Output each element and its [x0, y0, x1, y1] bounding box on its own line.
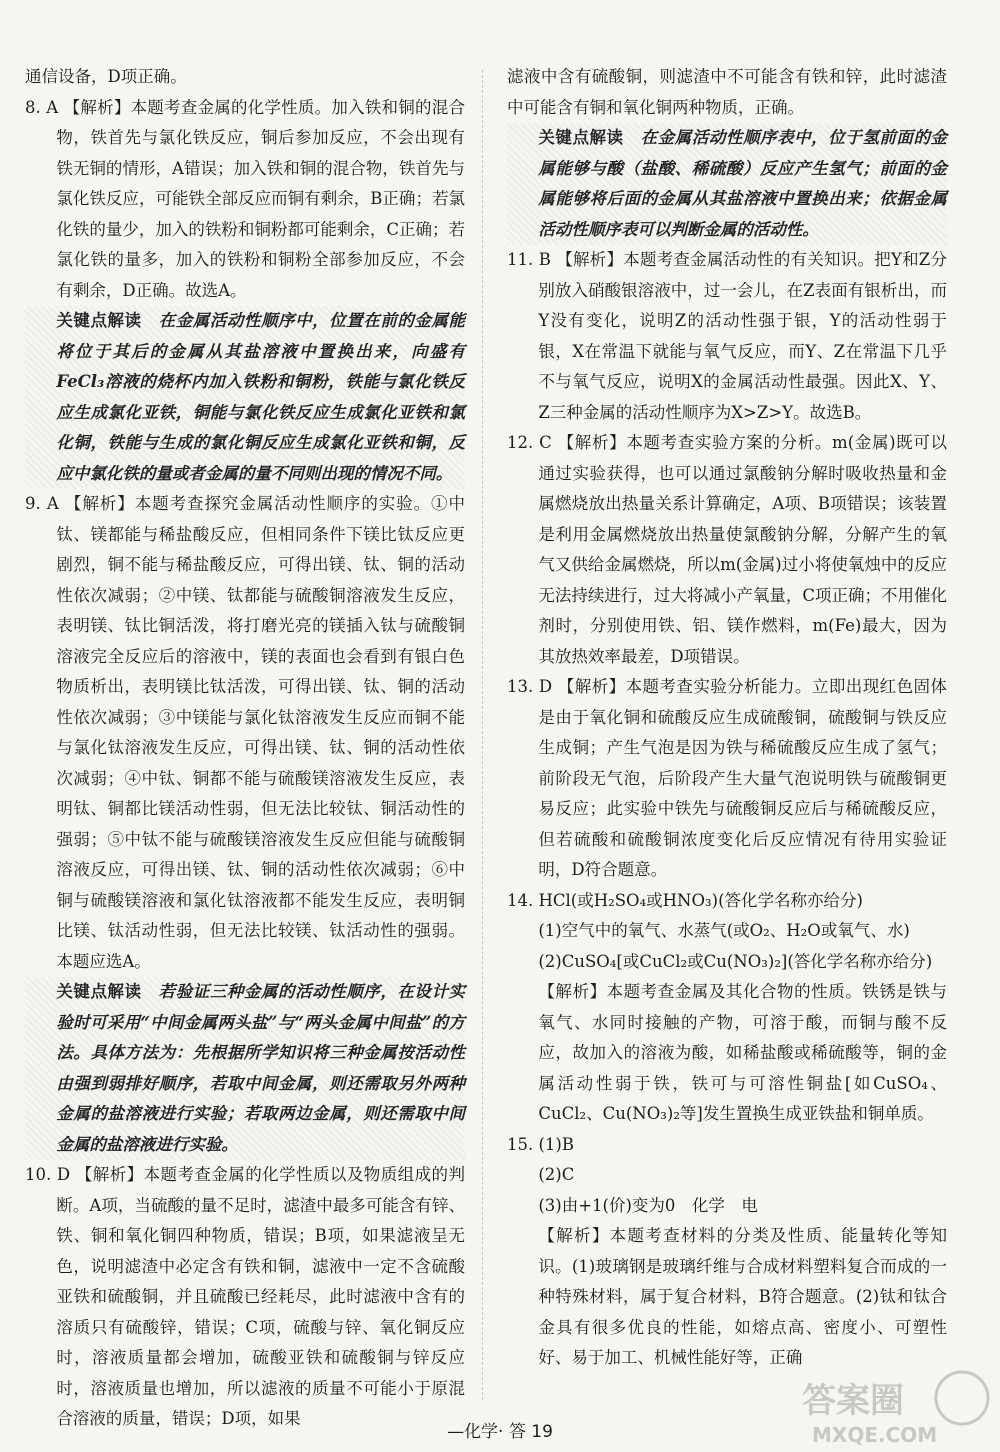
footer-page-number: 答 19	[508, 1422, 553, 1442]
key-text: 在金属活动性顺序中，位置在前的金属能将位于其后的金属从其盐溶液中置换出来，向盛有FeCl₃溶液的烧杯内加入铁粉和铜粉，铁能与氯化铁反应生成氯化亚铁，铜能与氯化铁反应生成氯化亚铁和氯化铜，铁能与生成的氯化铜反应生成氯化亚铁和铜，反应中氯化铁的量或者金属的量不同则出现的情况不同。	[56, 311, 466, 483]
key-text: 若验证三种金属的活动性顺序，在设计实验时可采用“中间金属两头盐”与“两头金属中间盐”的方法。具体方法为：先根据所学知识将三种金属按活动性由强到弱排好顺序，若取中间金属，则还需取另外两种金属的盐溶液进行实验；若取两边金属，则还需取中间金属的盐溶液进行实验。	[56, 982, 466, 1154]
paragraph: 通信设备，D项正确。	[25, 67, 187, 86]
key-point-9	[25, 977, 465, 1160]
key-point-10	[507, 123, 947, 245]
answer-14-part-2: (2)CuSO₄[或CuCl₂或Cu(NO₃)₂](答化学名称亦给分)	[538, 951, 933, 971]
answer-14: 14. HCl(或H₂SO₄或HNO₃)(答化学名称亦给分)	[507, 890, 863, 910]
answer-10: 10. D 【解析】本题考查金属的化学性质以及物质组成的判断。A项，当硫酸的量不足时，滤渣中最多可能含有锌、铁、铜和氧化铜四种物质，错误；B项，如果滤液呈无色，说明滤渣中必定含有铁和铜，滤液中一定不含硫酸亚铁和硫酸铜，并且硫酸已经耗尽，此时滤液中含有的溶质只有硫酸锌，错误；C项，硫酸与锌、氧化铜反应时，溶液质量都会增加，硫酸亚铁和硫酸铜与锌反应时，溶液质量也增加，所以滤液的质量不可能小于原混合溶液的质量，错误；D项，如果	[25, 1165, 465, 1428]
key-label: 关键点解读	[538, 128, 624, 147]
answer-8: 8. A 【解析】本题考查金属的化学性质。加入铁和铜的混合物，铁首先与氯化铁反应，铜后参加反应，不会出现有铁无铜的情形，A错误；加入铁和铜的混合物，铁首先与氯化铁反应，可能铁全部反应而铜有剩余，B正确；若氯化铁的量少，加入的铁粉和铜粉都可能剩余，C正确；若氯化铁的量多，加入的铁粉和铜粉全部参加反应，不会有剩余，D正确。故选A。	[25, 97, 465, 300]
key-text: 在金属活动性顺序表中，位于氢前面的金属能够与酸（盐酸、稀硫酸）反应产生氢气；前面的金属能够将后面的金属从其盐溶液中置换出来；依据金属活动性顺序表可以判断金属的活动性。	[538, 128, 948, 239]
watermark-url: MXQE.COM	[812, 1423, 938, 1447]
left-column	[25, 62, 465, 1435]
key-label: 关键点解读	[56, 982, 142, 1001]
column-divider	[482, 70, 483, 1400]
answer-15-part-3: (3)由+1(价)变为0 化学 电	[538, 1195, 758, 1215]
footer-subject: —化学·	[447, 1422, 504, 1442]
answer-11: 11. B 【解析】本题考查金属活动性的有关知识。把Y和Z分别放入硝酸银溶液中，过一会儿，在Z表面有银析出，而Y没有变化，说明Z的活动性强于银，Y的活动性弱于银，X在常温下就能与氧气反应，而Y、Z在常温下几乎不与氧气反应，说明X的金属活动性最强。因此X、Y、Z三种金属的活动性顺序为X>Z>Y。故选B。	[507, 250, 947, 422]
answer-9: 9. A 【解析】本题考查探究金属活动性顺序的实验。①中钛、镁都能与稀盐酸反应，但相同条件下镁比钛反应更剧烈，铜不能与稀盐酸反应，可得出镁、钛、铜的活动性依次减弱；②中镁、钛都能与硫酸铜溶液发生反应，表明镁、钛比铜活泼，将打磨光亮的镁插入钛与硫酸铜溶液完全反应后的溶液中，镁的表面也会看到有银白色物质析出，表明镁比钛活泼，可得出镁、钛、铜的活动性依次减弱；③中镁能与氯化钛溶液发生反应而铜不能与氯化钛溶液发生反应，可得出镁、钛、铜的活动性依次减弱；④中钛、铜都不能与硫酸镁溶液发生反应，表明钛、铜都比镁活动性弱，但无法比较钛、铜活动性的强弱；⑤中钛不能与硫酸镁溶液发生反应但能与硫酸铜溶液反应，可得出镁、钛、铜的活动性依次减弱；⑥中铜与硫酸镁溶液和氯化钛溶液都不能发生反应，表明铜比镁、钛活动性弱，但无法比较镁、钛活动性的强弱。本题应选A。	[25, 494, 465, 971]
page-footer	[0, 1417, 1000, 1442]
right-column	[507, 62, 947, 1374]
answer-13: 13. D 【解析】本题考查实验分析能力。立即出现红色固体是由于氧化铜和硫酸反应生成硫酸铜，硫酸铜与铁反应生成铜；产生气泡是因为铁与稀硫酸反应生成了氢气；前阶段无气泡，后阶段产生大量气泡说明铁与硫酸铜更易反应；此实验中铁先与硫酸铜反应后与稀硫酸反应，但若硫酸和硫酸铜浓度变化后反应情况有待用实验证明，D符合题意。	[507, 677, 947, 879]
watermark-title: 答案圈	[802, 1381, 904, 1421]
key-point-8	[25, 306, 465, 489]
answer-14-analysis: 【解析】本题考查金属及其化合物的性质。铁锈是铁与氧气、水同时接触的产物，可溶于酸，而铜与酸不反应，故加入的溶液为酸，如稀盐酸或稀硫酸等，铜的金属活动性弱于铁，铁可与可溶性铜盐[如CuSO₄、CuCl₂、Cu(NO₃)₂等]发生置换生成亚铁盐和铜单质。	[538, 982, 947, 1123]
answer-15-part-2: (2)C	[538, 1165, 575, 1184]
key-label: 关键点解读	[56, 311, 142, 330]
answer-15: 15. (1)B	[507, 1134, 574, 1154]
answer-15-analysis: 【解析】本题考查材料的分类及性质、能量转化等知识。(1)玻璃钢是玻璃纤维与合成材料塑料复合而成的一种特殊材料，属于复合材料，B符合题意。(2)钛和钛合金具有很多优良的性能，如熔点高、密度小、可塑性好、易于加工、机械性能好等，正确	[538, 1226, 947, 1367]
paragraph: 滤液中含有硫酸铜，则滤渣中不可能含有铁和锌，此时滤渣中可能含有铜和氧化铜两种物质，正确。	[507, 67, 947, 117]
answer-12: 12. C 【解析】本题考查实验方案的分析。m(金属)既可以通过实验获得，也可以通过氯酸钠分解时吸收热量和金属燃烧放出热量关系计算确定，A项、B项错误；该装置是利用金属燃烧放出热量使氯酸钠分解，分解产生的氧气又供给金属燃烧，所以m(金属)过小将使氧烛中的反应无法持续进行，过大将减小产氧量，C项正确；不用催化剂时，分别使用铁、铝、镁作燃料，m(Fe)最大，因为其放热效率最差，D项错误。	[507, 433, 947, 666]
answer-14-part-1: (1)空气中的氧气、水蒸气(或O₂、H₂O或氧气、水)	[538, 921, 910, 940]
